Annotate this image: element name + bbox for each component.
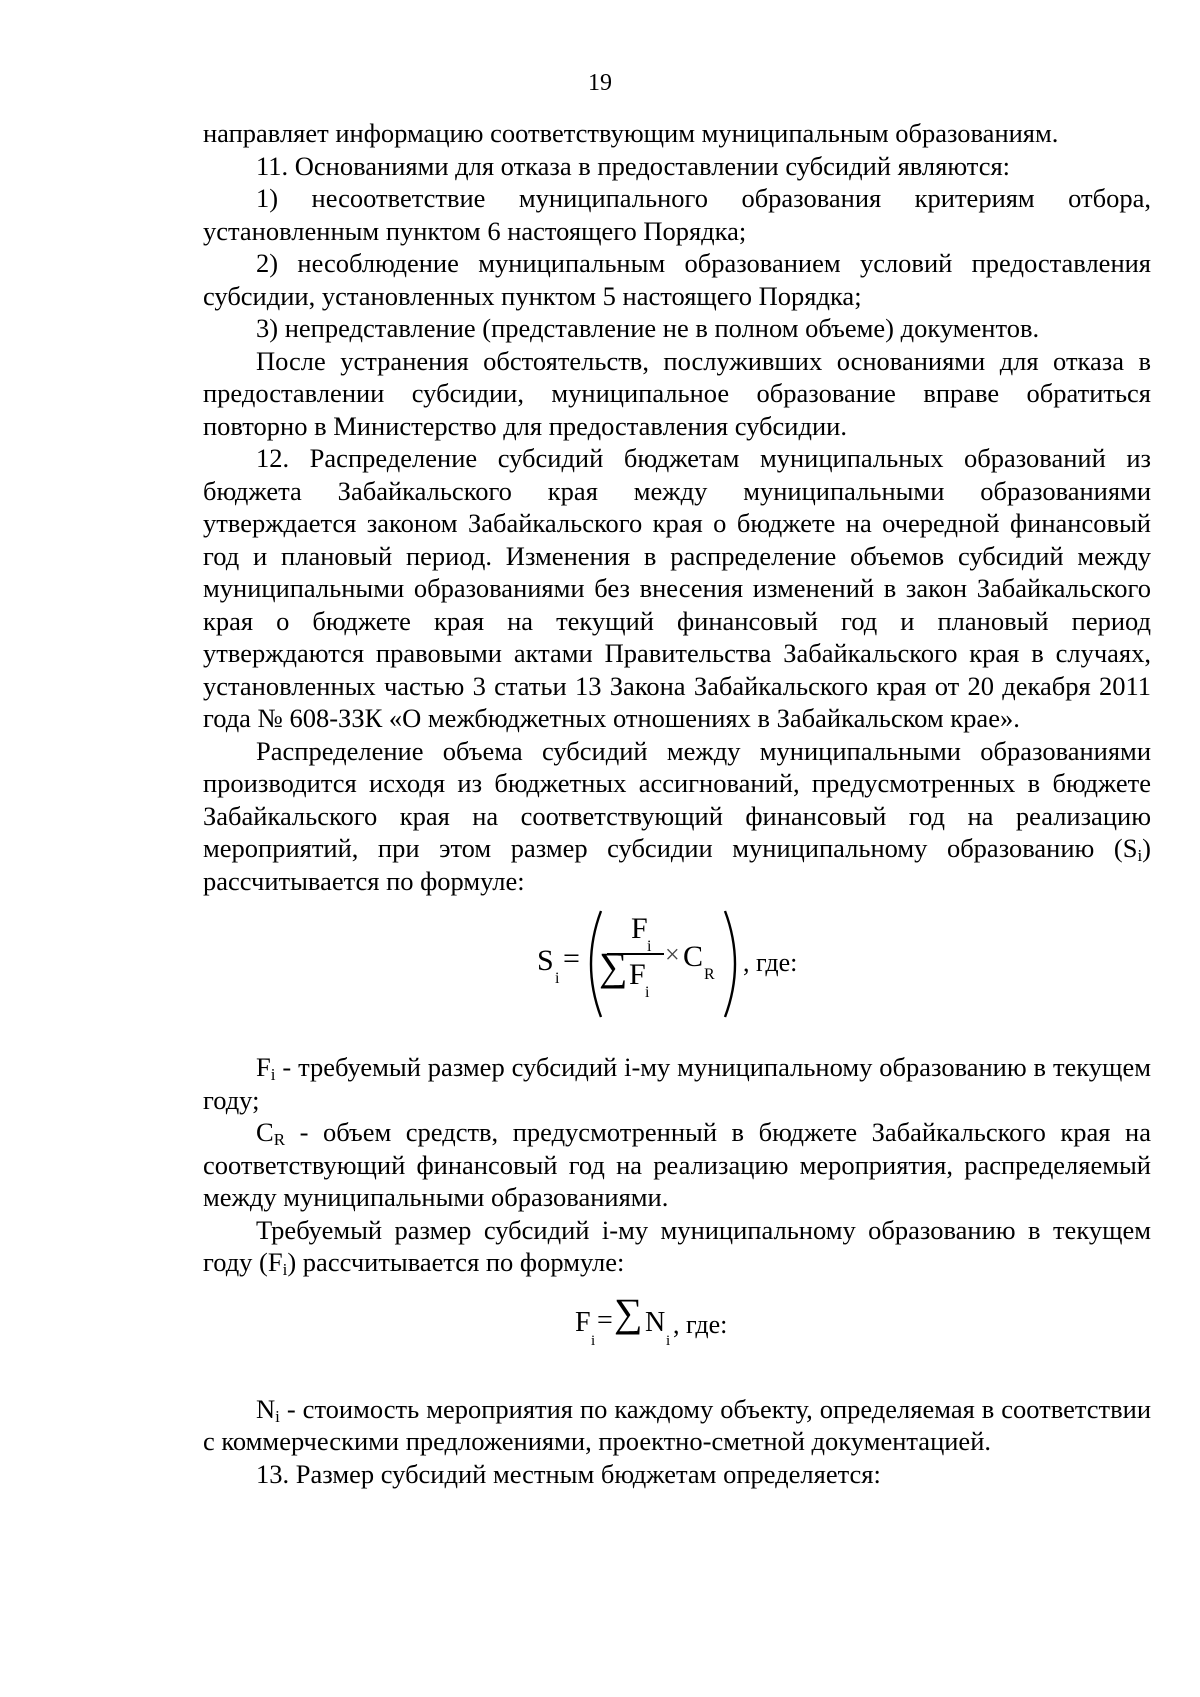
formula-c-subscript: R <box>704 966 715 983</box>
subscript: i <box>275 1406 280 1426</box>
formula-n-subscript: i <box>666 1332 671 1349</box>
formula-equals: = <box>597 1304 613 1336</box>
formula-f-subscript: i <box>591 1332 596 1349</box>
definition-text: - стоимость мероприятия по каждому объекту, определяемая в соответствии с коммерческими предложениями, проектно-сметной документацией. <box>203 1393 1151 1456</box>
paragraph-required-size <box>203 1214 1151 1279</box>
page-number: 19 <box>588 70 612 96</box>
formula-sum-symbol: ∑ <box>599 944 628 989</box>
definition-ni <box>203 1393 1151 1458</box>
paragraph-reason-3: 3) непредставление (представление не в полном объеме) документов. <box>256 313 1040 343</box>
formula-denominator-f: F <box>629 958 646 991</box>
paragraph-item-13: 13. Размер субсидий местным бюджетам определяется: <box>256 1458 881 1489</box>
definition-cr <box>203 1116 1151 1214</box>
paragraph-continuation: направляет информацию соответствующим муниципальным образованиям. <box>203 118 1059 148</box>
subscript: i <box>1137 846 1143 865</box>
formula-subsidy <box>203 899 1151 1027</box>
formula-numerator-f: F <box>631 912 648 945</box>
paragraph-distribution <box>203 735 1151 898</box>
paragraph-item-11: 11. Основаниями для отказа в предоставлении субсидий являются: <box>256 150 1011 181</box>
formula-denominator-subscript: i <box>645 984 650 1001</box>
formula-c-symbol: C <box>683 940 704 973</box>
definition-fi <box>203 1051 1151 1116</box>
formula-sum-symbol: ∑ <box>614 1289 643 1335</box>
formula-where: , где: <box>673 1309 728 1339</box>
document-body <box>203 117 1151 1490</box>
definition-text: - объем средств, предусмотренный в бюджете Забайкальского края на соответствующий финансовый год на реализацию мероприятия, распределяемый между муниципальными образованиями. <box>203 1117 1151 1212</box>
formula-f-symbol: F <box>575 1306 591 1338</box>
symbol-n: N <box>256 1393 276 1424</box>
paragraph-after-elimination: После устранения обстоятельств, послуживших основаниями для отказа в предоставлении субсидии, муниципальное образование вправе обратиться повторно в Министерство для предоставления субсидии. <box>203 345 1151 441</box>
text-segment: Распределение объема субсидий между муниципальными образованиями производится исходя из бюджетных ассигнований, предусмотренных в бюджете Забайкальского края на соответствующий финансовый год на реализацию мероприятий, при этом размер субсидии муниципальному образованию (S <box>203 735 1151 863</box>
symbol-f: F <box>256 1052 271 1082</box>
symbol-c: C <box>256 1117 274 1147</box>
paragraph-item-12: 12. Распределение субсидий бюджетам муниципальных образований из бюджета Забайкальского края между муниципальными образованиями утверждается законом Забайкальского края о бюджете на очередной финансовый год и плановый период. Изменения в распределение объемов субсидий между муниципальными образованиями без внесения изменений в закон Забайкальского края о бюджете края на текущий финансовый год и плановый период утверждаются правовыми актами Правительства Забайкальского края в случаях, установленных частью 3 статьи 13 Закона Забайкальского края от 20 декабря 2011 года № 608-ЗЗК «О межбюджетных отношениях в Забайкальском крае». <box>203 443 1151 733</box>
formula-numerator-subscript: i <box>647 938 652 955</box>
subscript: i <box>282 1260 288 1279</box>
subscript: R <box>273 1130 286 1149</box>
formula-n-symbol: N <box>645 1306 666 1338</box>
formula-where: , где: <box>743 948 798 977</box>
formula-required-size <box>203 1289 1151 1369</box>
text-segment: Требуемый размер субсидий i-му муниципальному образованию в текущем году (F <box>203 1214 1151 1277</box>
formula-times: × <box>665 940 680 969</box>
formula-s-symbol: S <box>537 944 554 977</box>
formula-s-subscript: i <box>555 970 560 987</box>
definition-text: - требуемый размер субсидий i-му муниципальному образованию в текущем году; <box>203 1052 1151 1115</box>
text-segment: ) рассчитывается по формуле: <box>203 833 1151 896</box>
text-segment: ) рассчитывается по формуле: <box>287 1247 625 1277</box>
formula-equals: = <box>563 942 580 975</box>
paragraph-reason-1: 1) несоответствие муниципального образования критериям отбора, установленным пунктом 6 настоящего Порядка; <box>203 183 1151 246</box>
subscript: i <box>270 1065 276 1084</box>
paragraph-reason-2: 2) несоблюдение муниципальным образованием условий предоставления субсидии, установленных пунктом 5 настоящего Порядка; <box>203 248 1151 311</box>
